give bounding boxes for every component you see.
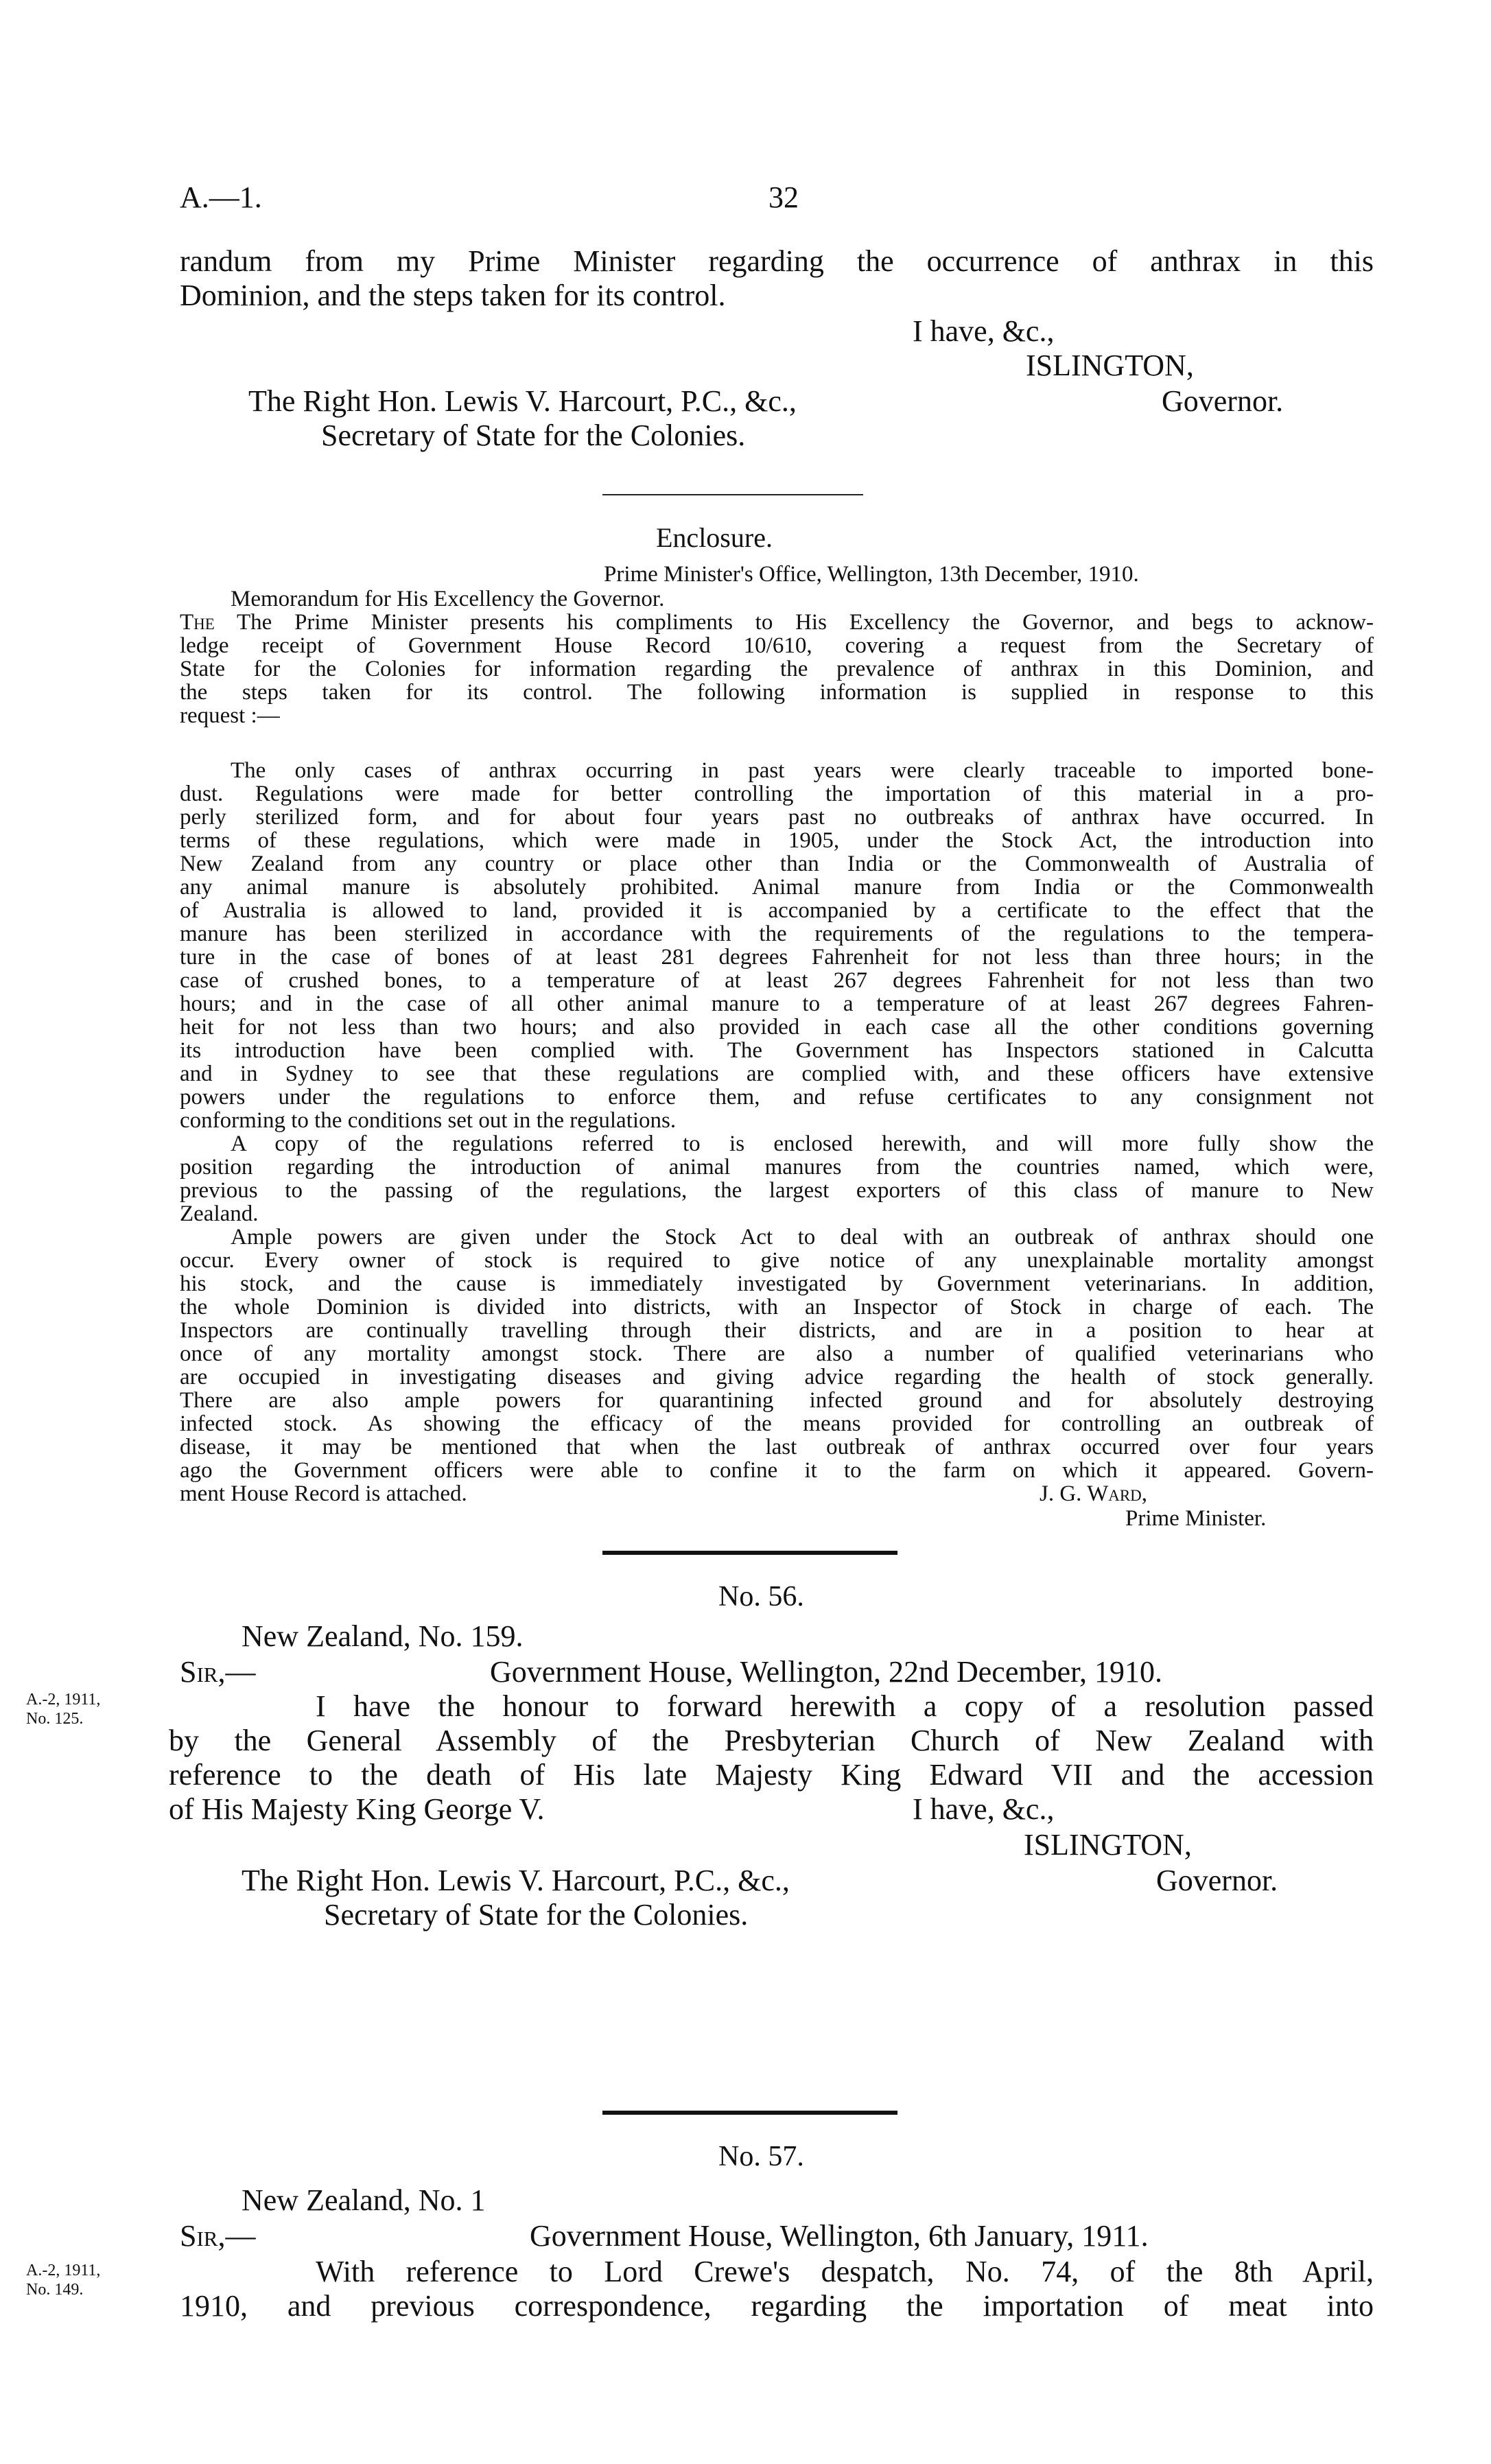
para4-line-12: ment House Record is attached. [180, 1481, 467, 1506]
section-divider [602, 1551, 897, 1555]
despatch-57-number: No. 57. [718, 2141, 804, 2172]
despatch-57-margin-ref-2: No. 149. [26, 2281, 84, 2299]
despatch-56-signatory-title: Governor. [1156, 1864, 1278, 1897]
para1-line-3: State for the Colonies for information regarding the prevalence of anthrax in this Dominion, and [180, 657, 1374, 681]
despatch-57-salutation: Sir,— [180, 2219, 256, 2253]
para3-line-3: previous to the passing of the regulations, the largest exporters of this class of manure to New [180, 1178, 1374, 1203]
opening-addressee: The Right Hon. Lewis V. Harcourt, P.C., &c., [248, 384, 797, 418]
opening-signatory: ISLINGTON, [1026, 349, 1194, 382]
despatch-56-margin-ref-2: No. 125. [26, 1710, 84, 1728]
despatch-56-closing: I have, &c., [913, 1792, 1055, 1826]
series-code: A.—1. [180, 180, 262, 214]
section-divider [602, 2111, 897, 2115]
enclosure-signer-title: Prime Minister. [1125, 1506, 1267, 1531]
despatch-56-dateline: Government House, Wellington, 22nd December, 1910. [490, 1655, 1163, 1689]
despatch-56-line-3: reference to the death of His late Majesty King Edward VII and the accession [169, 1758, 1374, 1792]
despatch-57-margin-ref-1: A.-2, 1911, [26, 2262, 101, 2279]
para4-line-3: his stock, and the cause is immediately investigated by Government veterinarians. In addition, [180, 1271, 1374, 1296]
despatch-57-origin: New Zealand, No. 1 [242, 2183, 486, 2217]
para2-line-10: case of crushed bones, to a temperature of at least 267 degrees Fahrenheit for not less than two [180, 968, 1374, 993]
para4-line-6: once of any mortality amongst stock. There are also a number of qualified veterinarians who [180, 1341, 1374, 1366]
para1-line-4: the steps taken for its control. The following information is supplied in response to this [180, 680, 1374, 705]
para2-line-1: The only cases of anthrax occurring in past years were clearly traceable to imported bone- [231, 758, 1374, 783]
despatch-56-origin: New Zealand, No. 159. [242, 1619, 524, 1653]
despatch-56-signatory: ISLINGTON, [1024, 1828, 1192, 1862]
despatch-57-line-1: With reference to Lord Crewe's despatch, No. 74, of the 8th April, [316, 2255, 1374, 2288]
despatch-56-number: No. 56. [718, 1581, 804, 1612]
memo-line: Memorandum for His Excellency the Governor. [231, 587, 665, 611]
para2-line-2: dust. Regulations were made for better controlling the importation of this material in a pro- [180, 782, 1374, 806]
para2-line-11: hours; and in the case of all other animal manure to a temperature of at least 267 degrees Fahren- [180, 992, 1374, 1016]
para4-line-11: ago the Government officers were able to confine it to the farm on which it appeared. Govern- [180, 1458, 1374, 1483]
para2-line-4: terms of these regulations, which were made in 1905, under the Stock Act, the introduction into [180, 828, 1374, 853]
para4-line-4: the whole Dominion is divided into districts, with an Inspector of Stock in charge of each. The [180, 1295, 1374, 1319]
para3-line-1: A copy of the regulations referred to is enclosed herewith, and will more fully show the [231, 1131, 1374, 1156]
despatch-56-line-1: I have the honour to forward herewith a copy of a resolution passed [316, 1689, 1374, 1723]
enclosure-heading: Enclosure. [656, 522, 773, 553]
opening-closing: I have, &c., [913, 314, 1055, 348]
page-number: 32 [768, 180, 799, 214]
para4-line-10: disease, it may be mentioned that when the last outbreak of anthrax occurred over four years [180, 1435, 1374, 1459]
para2-line-5: New Zealand from any country or place other than India or the Commonwealth of Australia of [180, 852, 1374, 876]
para2-line-14: and in Sydney to see that these regulations are complied with, and these officers have extensive [180, 1061, 1374, 1086]
despatch-56-salutation: Sir,— [180, 1655, 256, 1689]
para2-line-15: powers under the regulations to enforce them, and refuse certificates to any consignment not [180, 1085, 1374, 1110]
para2-line-12: heit for not less than two hours; and also provided in each case all the other conditions governing [180, 1015, 1374, 1040]
para4-line-1: Ample powers are given under the Stock Act to deal with an outbreak of anthrax should one [231, 1225, 1374, 1249]
despatch-56-line-4: of His Majesty King George V. [169, 1792, 545, 1826]
despatch-56-line-2: by the General Assembly of the Presbyterian Church of New Zealand with [169, 1724, 1374, 1757]
despatch-57-dateline: Government House, Wellington, 6th January, 1911. [530, 2219, 1149, 2253]
para4-line-5: Inspectors are continually travelling through their districts, and are in a position to hear at [180, 1318, 1374, 1343]
para4-line-9: infected stock. As showing the efficacy of the means provided for controlling an outbreak of [180, 1411, 1374, 1436]
opening-line-2: Dominion, and the steps taken for its control. [180, 279, 726, 312]
para2-line-7: of Australia is allowed to land, provided it is accompanied by a certificate to the effect that the [180, 898, 1374, 923]
enclosure-dateline: Prime Minister's Office, Wellington, 13th December, 1910. [604, 562, 1139, 587]
despatch-56-addressee-role: Secretary of State for the Colonies. [324, 1898, 749, 1932]
despatch-56-addressee: The Right Hon. Lewis V. Harcourt, P.C., &c., [242, 1864, 790, 1897]
opening-signatory-title: Governor. [1162, 384, 1284, 418]
para2-line-3: perly sterilized form, and for about four years past no outbreaks of anthrax have occurred. In [180, 805, 1374, 830]
para4-line-2: occur. Every owner of stock is required to give notice of any unexplainable mortality amongst [180, 1248, 1374, 1273]
despatch-56-margin-ref-1: A.-2, 1911, [26, 1691, 101, 1709]
enclosure-signer: J. G. Ward, [1040, 1481, 1148, 1506]
para2-line-8: manure has been sterilized in accordance with the requirements of the regulations to the tempera- [180, 922, 1374, 946]
para2-line-13: its introduction have been complied with. The Government has Inspectors stationed in Calcutta [180, 1038, 1374, 1063]
para2-line-9: ture in the case of bones of at least 281 degrees Fahrenheit for not less than three hours; in the [180, 945, 1374, 970]
opening-addressee-role: Secretary of State for the Colonies. [321, 419, 746, 452]
para4-line-8: There are also ample powers for quarantining infected ground and for absolutely destroying [180, 1388, 1374, 1413]
para3-line-4: Zealand. [180, 1201, 259, 1226]
para1-line-2: ledge receipt of Government House Record 10/610, covering a request from the Secretary of [180, 633, 1374, 658]
para1-line-1: The The Prime Minister presents his compliments to His Excellency the Governor, and begs to acknow- [180, 610, 1374, 635]
section-divider [602, 494, 863, 495]
para2-line-6: any animal manure is absolutely prohibited. Animal manure from India or the Commonwealth [180, 875, 1374, 900]
para2-line-16: conforming to the conditions set out in the regulations. [180, 1108, 677, 1133]
para4-line-7: are occupied in investigating diseases and giving advice regarding the health of stock generally. [180, 1365, 1374, 1389]
para1-line-5: request :— [180, 703, 280, 728]
despatch-57-line-2: 1910, and previous correspondence, regarding the importation of meat into [180, 2289, 1374, 2323]
opening-line-1: randum from my Prime Minister regarding the occurrence of anthrax in this [180, 244, 1374, 278]
para3-line-2: position regarding the introduction of animal manures from the countries named, which were, [180, 1155, 1374, 1180]
